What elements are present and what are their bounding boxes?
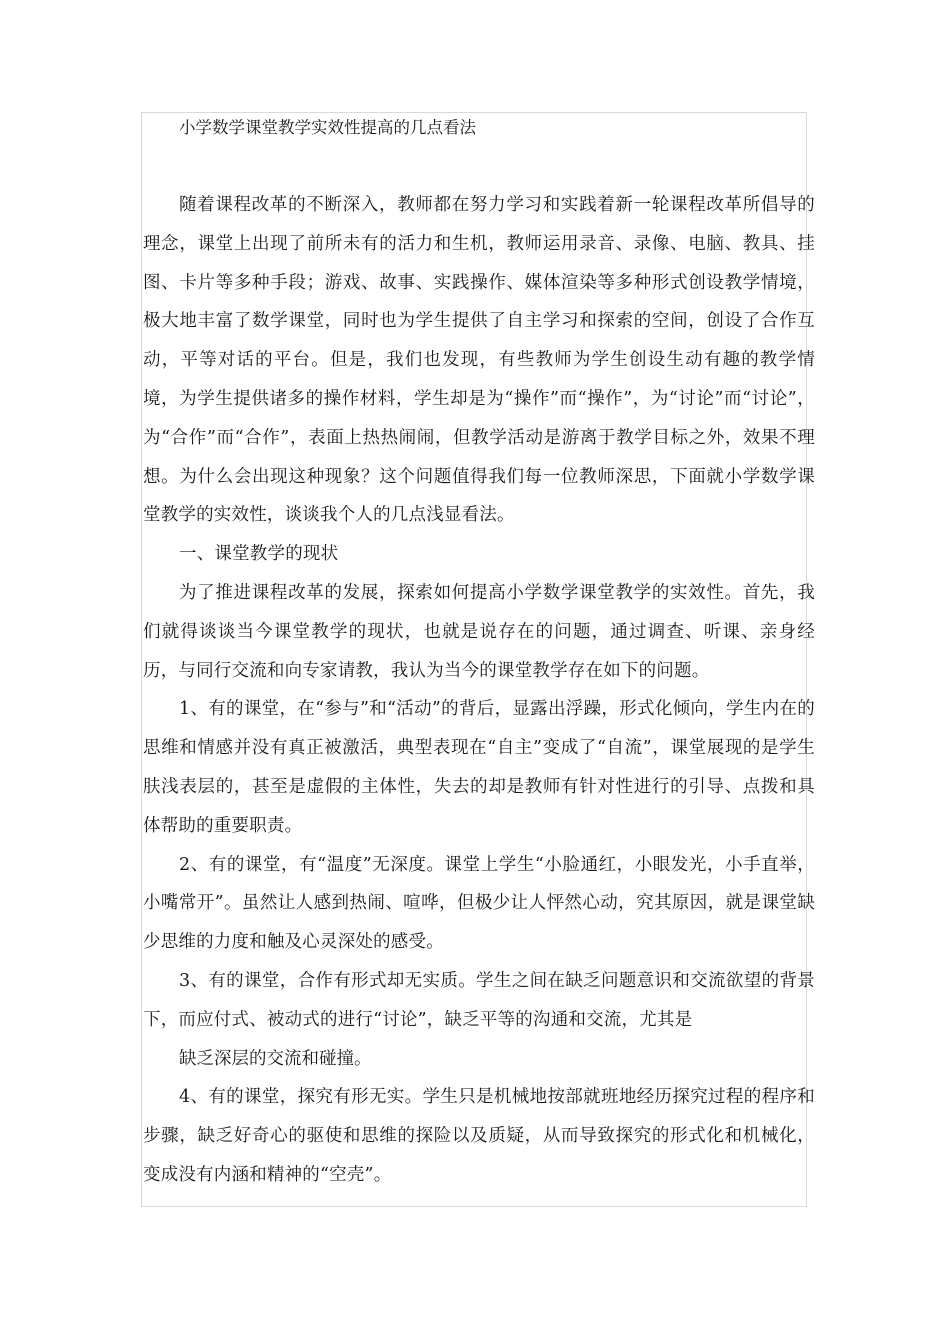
list-item-3-continuation: 缺乏深层的交流和碰撞。 [179, 1048, 372, 1069]
paragraph-intro: 随着课程改革的不断深入，教师都在努力学习和实践着新一轮课程改革所倡导的理念，课堂上出现了前所未有的活力和生机，教师运用录音、录像、电脑、教具、挂图、卡片等多种手段；游戏、故事、实践操作、媒体渲染等多种形式创设教学情境，极大地丰富了数学课堂，同时也为学生提供了自主学习和探索的空间，创设了合作互动，平等对话的平台。但是，我们也发现，有些教师为学生创设生动有趣的教学情境，为学生提供诸多的操作材料，学生却是为“操作”而“操作”，为“讨论”而“讨论”，为“合作”而“合作”，表面上热热闹闹，但教学活动是游离于教学目标之外，效果不理想。为什么会出现这种现象？这个问题值得我们每一位教师深思，下面就小学数学课堂教学的实效性，谈谈我个人的几点浅显看法。 [143, 195, 815, 526]
document-title: 小学数学课堂教学实效性提高的几点看法 [179, 118, 476, 137]
list-item-4: 4、有的课堂，探究有形无实。学生只是机械地按部就班地经历探究过程的程序和步骤，缺乏好奇心的驱使和思维的探险以及质疑，从而导致探究的形式化和机械化，变成没有内涵和精神的“空壳”。 [143, 1087, 815, 1185]
paragraph-status: 为了推进课程改革的发展，探索如何提高小学数学课堂教学的实效性。首先，我们就得谈谈当今课堂教学的现状，也就是说存在的问题，通过调查、听课、亲身经历，与同行交流和向专家请教，我认为当今的课堂教学存在如下的问题。 [143, 582, 815, 681]
list-item-1: 1、有的课堂，在“参与”和“活动”的背后，显露出浮躁，形式化倾向，学生内在的思维和情感并没有真正被激活，典型表现在“自主”变成了“自流”，课堂展现的是学生肤浅表层的，甚至是虚假的主体性，失去的却是教师有针对性进行的引导、点拨和具体帮助的重要职责。 [143, 699, 815, 836]
list-item-3: 3、有的课堂，合作有形式却无实质。学生之间在缺乏问题意识和交流欲望的背景下，而应付式、被动式的进行“讨论”，缺乏平等的沟通和交流，尤其是 [143, 970, 815, 1030]
title-spacer [143, 138, 815, 186]
list-item-2: 2、有的课堂，有“温度”无深度。课堂上学生“小脸通红，小眼发光，小手直举，小嘴常开”。虽然让人感到热闹、喧哗，但极少让人怦然心动，究其原因，就是课堂缺少思维的力度和触及心灵深处的感受。 [143, 854, 815, 953]
document-body [143, 118, 815, 1195]
section-heading-status: 一、课堂教学的现状 [179, 544, 339, 565]
